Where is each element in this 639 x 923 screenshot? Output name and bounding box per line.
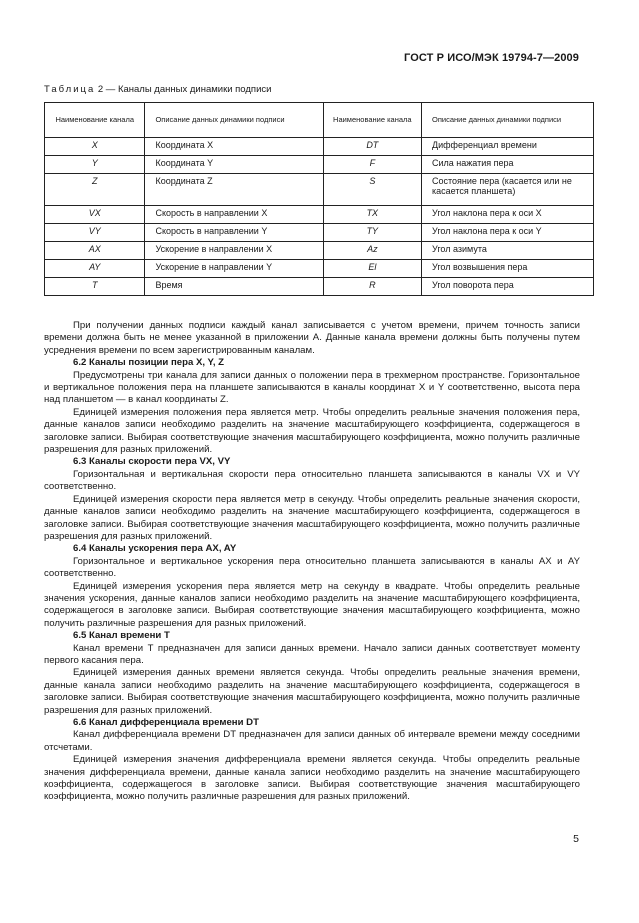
channel-description: Состояние пера (касается или не касается планшета) xyxy=(422,174,594,206)
paragraph: Единицей измерения данных времени является секунда. Чтобы определить реальные значения времени, данные канала записи необходимо разделить на значение масштабирующего коэффициента, содержащегося в заголовке записи. Выбирая соответствующие значения масштабирующего коэффициента, можно получить различные разрешения для разных приложений. xyxy=(44,667,580,716)
channel-description: Скорость в направлении X xyxy=(145,206,323,224)
channel-description: Скорость в направлении Y xyxy=(145,224,323,242)
paragraph: Единицей измерения скорости пера является метр в секунду. Чтобы определить реальные значения скорости, данные каналов записи необходимо разделить на значение масштабирующего коэффициента, содержащегося в заголовке записи. Выбирая соответствующие значения масштабирующего коэффициента, можно получить различные разрешения для разных приложений. xyxy=(44,493,580,542)
header-channel-name-1: Наименование канала xyxy=(45,103,145,138)
paragraph: Канал дифференциала времени DT предназначен для записи данных об интервале времени между соседними отсчетами. xyxy=(44,729,580,753)
header-description-2: Описание данных динамики подписи xyxy=(422,103,594,138)
channel-description: Время xyxy=(145,278,323,296)
channel-description: Угол наклона пера к оси Y xyxy=(422,224,594,242)
body-text xyxy=(44,320,580,804)
channel-code: AY xyxy=(45,260,145,278)
section-heading-6-3: 6.3 Каналы скорости пера VX, VY xyxy=(73,456,231,468)
table-row xyxy=(45,156,594,174)
channel-code: DT xyxy=(323,138,421,156)
page-number: 5 xyxy=(573,833,579,845)
table-row xyxy=(45,206,594,224)
channel-code: F xyxy=(323,156,421,174)
channel-code: T xyxy=(45,278,145,296)
paragraph: Предусмотрены три канала для записи данных о положении пера в трехмерном пространстве. Горизонтальное и вертикальное положения пера на планшете записываются в каналы координат X и Y соответственно, высота пера над планшетом — в канал координаты Z. xyxy=(44,369,580,406)
channel-code: VY xyxy=(45,224,145,242)
table-header-row xyxy=(45,103,594,138)
section-heading-6-4: 6.4 Каналы ускорения пера AX, AY xyxy=(73,543,237,555)
channel-code: AX xyxy=(45,242,145,260)
table-row xyxy=(45,242,594,260)
signature-channels-table xyxy=(44,102,594,296)
channel-code: TY xyxy=(323,224,421,242)
channel-code: X xyxy=(45,138,145,156)
table-caption-prefix: Таблица xyxy=(44,84,96,95)
channel-code: VX xyxy=(45,206,145,224)
channel-description: Ускорение в направлении Y xyxy=(145,260,323,278)
section-heading-6-5: 6.5 Канал времени T xyxy=(73,630,170,642)
section-heading-6-6: 6.6 Канал дифференциала времени DT xyxy=(73,717,259,728)
paragraph: Единицей измерения значения дифференциала времени является секунда. Чтобы определить реальные значения дифференциала времени, данные канала записи необходимо разделить на значение масштабирующего коэффициента, содержащегося в заголовке записи. Выбирая соответствующие значения масштабирующего коэффициента, можно получить различные разрешения для разных приложений. xyxy=(44,754,580,803)
channel-description: Угол наклона пера к оси X xyxy=(422,206,594,224)
table-row xyxy=(45,174,594,206)
channel-description: Координата Y xyxy=(145,156,323,174)
paragraph: Единицей измерения ускорения пера является метр на секунду в квадрате. Чтобы определить реальные значения ускорения, данные каналов записи необходимо разделить на значение масштабирующего коэффициента, содержащегося в заголовке записи. Выбирая соответствующие значения масштабирующего коэффициента, можно получить различные разрешения для разных приложений. xyxy=(44,580,580,629)
paragraph: Горизонтальная и вертикальная скорости пера относительно планшета записываются в каналы VX и VY соответственно. xyxy=(44,468,580,493)
header-channel-name-2: Наименование канала xyxy=(323,103,421,138)
channel-description: Угол поворота пера xyxy=(422,278,594,296)
channel-description: Угол возвышения пера xyxy=(422,260,594,278)
channel-description: Координата X xyxy=(145,138,323,156)
channel-code: S xyxy=(323,174,421,206)
header-description-1: Описание данных динамики подписи xyxy=(145,103,323,138)
table-caption xyxy=(44,84,271,95)
table-row xyxy=(45,278,594,296)
channel-code: Y xyxy=(45,156,145,174)
paragraph: Горизонтальное и вертикальное ускорения пера относительно планшета записываются в каналы AX и AY соответственно. xyxy=(44,555,580,580)
standard-header: ГОСТ Р ИСО/МЭК 19794-7—2009 xyxy=(404,52,579,64)
channel-description: Угол азимута xyxy=(422,242,594,260)
channel-description: Координата Z xyxy=(145,174,323,206)
section-heading-6-2: 6.2 Каналы позиции пера X, Y, Z xyxy=(73,357,225,369)
table-caption-title: 2 — Каналы данных динамики подписи xyxy=(95,84,272,95)
channel-code: R xyxy=(323,278,421,296)
paragraph: Единицей измерения положения пера является метр. Чтобы определить реальные значения положения пера, данные каналов записи необходимо разделить на значение масштабирующего коэффициента, содержащегося в заголовке записи. Выбирая соответствующие значения масштабирующего коэффициента, можно получить различные разрешения для разных приложений. xyxy=(44,406,580,456)
channel-description: Ускорение в направлении X xyxy=(145,242,323,260)
channel-description: Дифференциал времени xyxy=(422,138,594,156)
channel-code: Z xyxy=(45,174,145,206)
table-row xyxy=(45,224,594,242)
table-row xyxy=(45,260,594,278)
intro-paragraph: При получении данных подписи каждый канал записывается с учетом времени, причем точность записи времени должна быть не менее указанной в приложении А. Данные канала времени должны быть получены путем усреднения времени по всем зарегистрированным каналам. xyxy=(44,320,580,356)
table-row xyxy=(45,138,594,156)
channel-code: TX xyxy=(323,206,421,224)
channel-code: Az xyxy=(323,242,421,260)
paragraph: Канал времени T предназначен для записи данных времени. Начало записи данных соответствует моменту первого касания пера. xyxy=(44,642,580,666)
channel-description: Сила нажатия пера xyxy=(422,156,594,174)
channel-code: El xyxy=(323,260,421,278)
